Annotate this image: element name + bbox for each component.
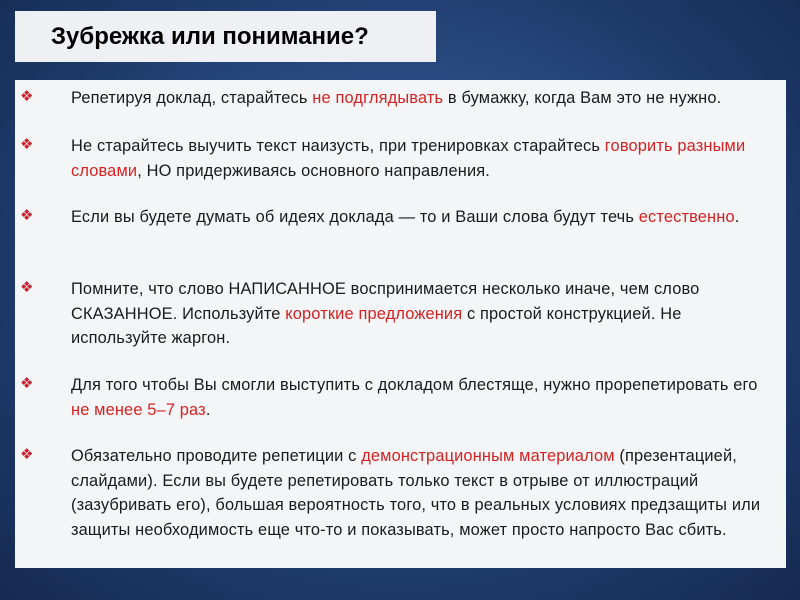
slide-title-box (15, 11, 436, 62)
diamond-bullet-icon: ❖ (20, 279, 34, 296)
content-panel (15, 80, 786, 568)
bullet-text (71, 134, 771, 183)
bullet-text-part: (презентацией, слайдами). Если вы будете репетировать только текст в отрыве от иллюстраций (зазубривать его), большая вероятность того, что в реальных условиях предзащиты или защиты необходимость еще что-то и показывать, может просто напросто Вас сбить. (71, 447, 761, 539)
bullet-text-part: Репетируя доклад, старайтесь (71, 89, 313, 107)
highlight-text: естественно (638, 208, 735, 226)
highlight-text: демонстрационным материалом (361, 447, 615, 465)
bullet-text-part: Если вы будете думать об идеях доклада — то и Ваши слова будут течь (71, 208, 639, 226)
bullet-text-part: Для того чтобы Вы смогли выступить с докладом блестяще, нужно прорепетировать его (71, 376, 758, 394)
bullet-text (71, 444, 771, 542)
highlight-text: не подглядывать (312, 89, 444, 107)
diamond-bullet-icon: ❖ (20, 446, 34, 463)
highlight-text: говорить разными словами (71, 137, 746, 180)
bullet-text (71, 86, 771, 111)
slide-title: Зубрежка или понимание? (51, 22, 369, 50)
diamond-bullet-icon: ❖ (20, 136, 34, 153)
bullet-text (71, 205, 771, 230)
highlight-text: не менее 5–7 раз (71, 400, 206, 419)
bullet-text-part: Не старайтесь выучить текст наизусть, при тренировках старайтесь (71, 137, 605, 155)
bullet-text-part: . (205, 400, 211, 419)
diamond-bullet-icon: ❖ (20, 375, 34, 392)
diamond-bullet-icon: ❖ (20, 207, 34, 224)
bullet-text-part: , НО придерживаясь основного направления. (137, 161, 491, 180)
bullet-text-part: в бумажку, когда Вам это не нужно. (443, 89, 722, 107)
diamond-bullet-icon: ❖ (20, 88, 34, 105)
bullet-text-part: . (734, 208, 740, 226)
bullet-text (71, 277, 771, 351)
bullet-text (71, 373, 771, 422)
bullet-text-part: Обязательно проводите репетиции с (71, 447, 362, 465)
bullet-text-part: Помните, что слово НАПИСАННОЕ воспринимается несколько иначе, чем слово СКАЗАННОЕ. Используйте (71, 280, 700, 323)
bullet-text-part: с простой конструкцией. Не используйте жаргон. (71, 304, 682, 347)
highlight-text: короткие предложения (285, 304, 463, 323)
